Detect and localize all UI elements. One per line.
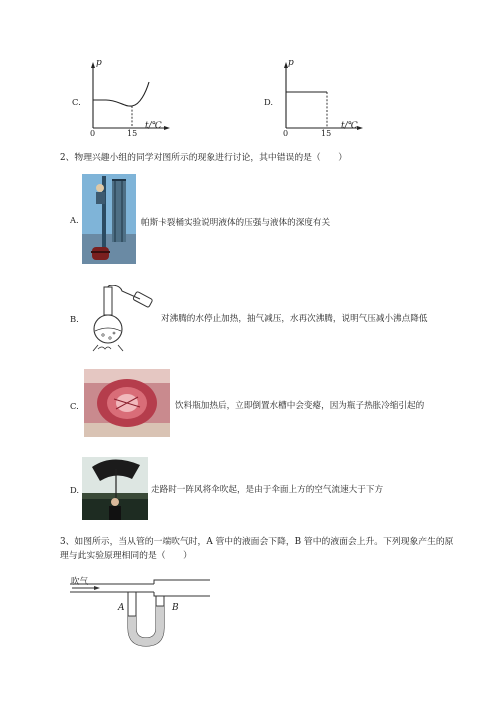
boiling-flask-diagram xyxy=(90,285,156,353)
graph-d-origin: 0 xyxy=(283,129,289,138)
graph-c-tick-15: 15 xyxy=(127,129,138,138)
option-d-text: 走路时一阵风将伞吹起，是由于伞面上方的空气流速大于下方 xyxy=(151,485,384,495)
option-c-text: 饮料瓶加热后，立即倒置水槽中会变瘪，因为瓶子热胀冷缩引起的 xyxy=(175,401,425,411)
blow-label: 吹气 xyxy=(71,577,89,587)
option-c-label-q2: C. xyxy=(70,401,79,411)
graph-d-tick-15: 15 xyxy=(321,129,332,138)
question-2-stem: 2、物理兴趣小组的同学对图所示的现象进行讨论，其中错误的是（ ） xyxy=(60,153,348,163)
graph-c-x-arrow xyxy=(164,126,170,130)
graph-c-origin: 0 xyxy=(90,129,96,138)
tube-b-label: B xyxy=(172,603,179,613)
bottle-photo xyxy=(84,369,170,437)
graph-d-x-label: t/℃ xyxy=(341,121,358,131)
option-b-label: B. xyxy=(70,314,79,324)
question-3-line-1: 3、如图所示，当从管的一端吹气时，A 管中的液面会下降，B 管中的液面会上升。下列现象产生的原 xyxy=(60,537,454,547)
option-c-label: C. xyxy=(72,97,81,107)
pascal-barrel-photo xyxy=(82,174,136,264)
graph-c-curve xyxy=(93,82,149,106)
tube-a-label: A xyxy=(118,603,125,613)
umbrella-photo xyxy=(82,457,148,520)
graph-c-y-arrow xyxy=(91,62,95,68)
option-d-label-q2: D. xyxy=(70,485,80,495)
graph-c-y-label: p xyxy=(96,58,102,68)
option-a-text: 帕斯卡裂桶实验说明液体的压强与液体的深度有关 xyxy=(141,218,331,228)
question-3-line-2: 理与此实验原理相同的是（ ） xyxy=(60,551,192,561)
option-b-text: 对沸腾的水停止加热，抽气减压，水再次沸腾，说明气压减小沸点降低 xyxy=(161,314,428,324)
graph-d-y-label: p xyxy=(288,58,294,68)
option-d-label: D. xyxy=(264,97,274,107)
option-a-label: A. xyxy=(70,215,79,225)
graph-c-x-label: t/℃ xyxy=(145,121,162,131)
